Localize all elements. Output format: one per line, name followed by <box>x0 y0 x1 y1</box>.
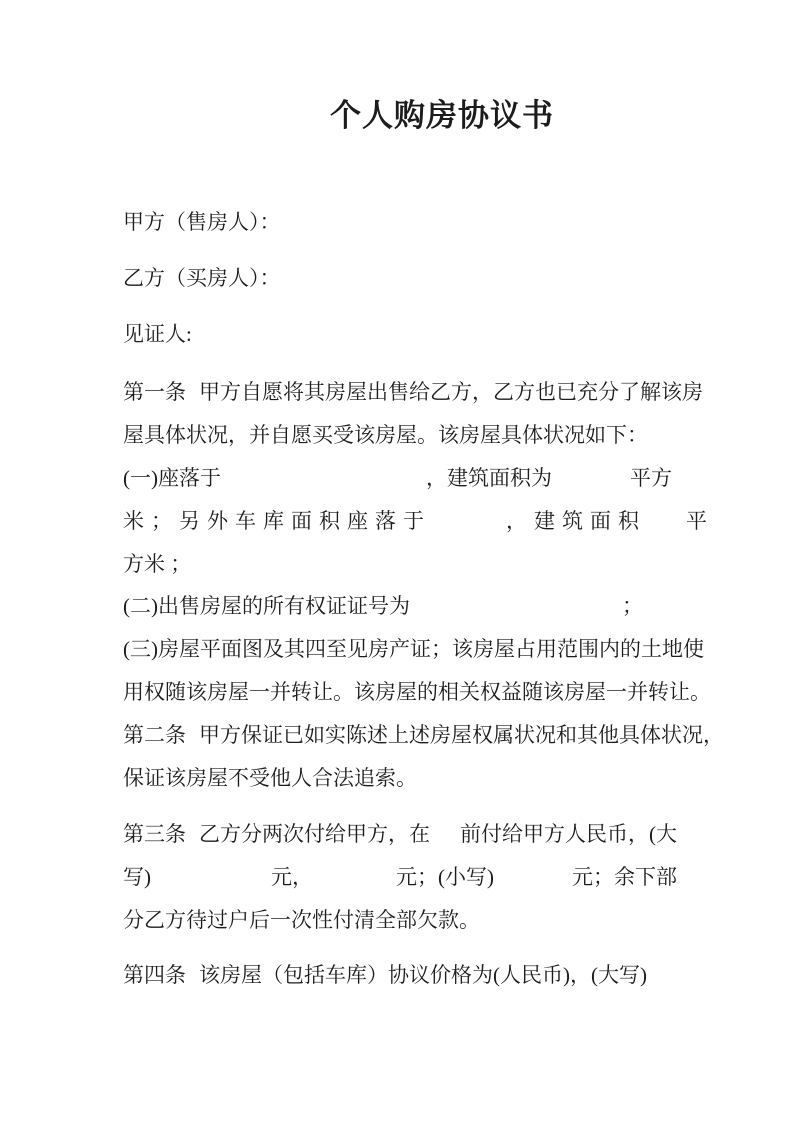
text-segment: ，建筑面积为 <box>426 465 552 490</box>
clause-4-line <box>123 954 720 997</box>
party-a-line <box>123 201 720 244</box>
text-segment: (二)出售房屋的所有权证证号为 <box>123 594 410 619</box>
text-segment: 甲方自愿将其房屋出售给乙方，乙方也已充分了解该房 <box>199 380 703 405</box>
blank-field <box>186 839 199 841</box>
item-3-line <box>123 628 720 671</box>
text-segment: 元；余下部 <box>572 865 677 890</box>
text-segment: ； <box>622 594 643 619</box>
blank-field <box>151 882 271 884</box>
text-segment: 保证该房屋不受他人合法追索。 <box>123 765 417 790</box>
clause-1-line <box>123 371 720 414</box>
clause-3-line <box>123 899 720 942</box>
text-segment: 米；另外车库面积座落于 <box>123 508 431 533</box>
item-1-line <box>123 543 720 586</box>
text-segment: 用权随该房屋一并转让。该房屋的相关权益随该房屋一并转让。 <box>123 679 711 704</box>
blank-field <box>430 839 460 841</box>
text-segment: 写) <box>123 865 151 890</box>
text-segment: 乙方（买房人）： <box>123 265 281 290</box>
blank-field <box>186 740 199 742</box>
blank-field <box>410 611 622 613</box>
document-title: 个人购房协议书 <box>330 98 554 133</box>
clause-3-line <box>123 856 720 899</box>
text-segment: 甲方保证已如实陈述上述房屋权属状况和其他具体状况， <box>199 722 724 747</box>
text-segment: 前付给甲方人民币，(大 <box>460 822 677 847</box>
text-segment: 第一条 <box>123 380 186 405</box>
document-body <box>0 201 800 997</box>
text-segment: 分乙方待过户后一次性付清全部欠款。 <box>123 907 480 932</box>
text-segment: 第二条 <box>123 722 186 747</box>
text-segment: 元， <box>271 865 313 890</box>
text-segment: 乙方分两次付给甲方，在 <box>199 822 430 847</box>
text-segment: 甲方（售房人）： <box>123 210 281 234</box>
text-segment: (一)座落于 <box>123 465 221 490</box>
text-segment: 第三条 <box>123 822 186 847</box>
blank-field <box>186 980 199 982</box>
blank-field <box>552 483 630 485</box>
text-segment: (三)房屋平面图及其四至见房产证；该房屋占用范围内的土地使 <box>123 637 704 662</box>
text-segment: 屋具体状况，并自愿买受该房屋。该房屋具体状况如下： <box>123 423 648 448</box>
clause-1-line <box>123 414 720 457</box>
blank-field <box>186 397 199 399</box>
item-1-line <box>123 457 720 500</box>
text-segment: 平 <box>686 508 714 533</box>
blank-field <box>431 526 506 528</box>
clause-2-line <box>123 757 720 800</box>
text-segment: ，建筑面积 <box>506 508 646 533</box>
text-segment: 见证人: <box>123 321 192 346</box>
party-b-line <box>123 257 720 300</box>
clause-3-line <box>123 813 720 856</box>
item-1-line <box>123 500 720 543</box>
witness-line <box>123 313 720 356</box>
text-segment: 该房屋（包括车库）协议价格为(人民币)，(大写) <box>199 962 647 987</box>
blank-field <box>646 526 686 528</box>
text-segment: 平方 <box>630 465 672 490</box>
text-segment: 第四条 <box>123 962 186 987</box>
item-2-line <box>123 585 720 628</box>
clause-2-line <box>123 714 724 757</box>
blank-field <box>313 882 396 884</box>
text-segment: 方米 ； <box>123 551 192 576</box>
blank-field <box>494 882 572 884</box>
text-segment: 元；(小写) <box>396 865 494 890</box>
item-3-line <box>123 671 720 714</box>
blank-field <box>221 483 426 485</box>
